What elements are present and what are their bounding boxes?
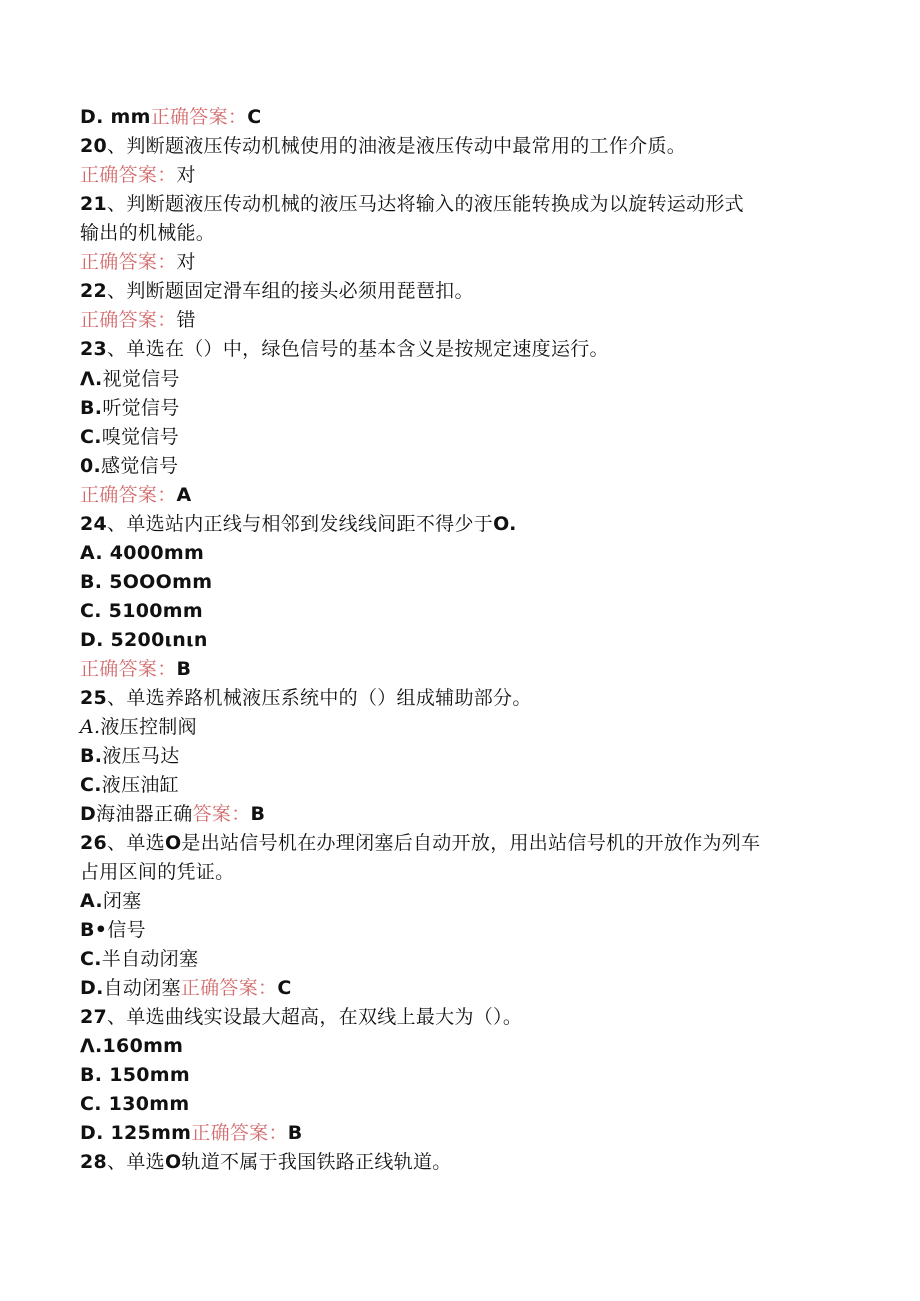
answer-value: 错 [176, 309, 196, 331]
option-text: 海油器正确 [96, 803, 193, 825]
answer-line [80, 307, 196, 333]
answer-value: B [287, 1122, 303, 1144]
question-text: 是出站信号机在办理闭塞后自动开放，用出站信号机的开放作为列车 [181, 832, 761, 854]
answer-label: 正确答案： [180, 977, 278, 999]
question-number: 22 [80, 280, 108, 302]
question-24 [80, 511, 517, 537]
answer-label: 正确答案： [80, 484, 177, 506]
question-text: 、判断题液压传动机械使用的油液是液压传动中最常用的工作介质。 [107, 135, 687, 157]
question-number: 25 [80, 687, 108, 709]
answer-value: C [277, 977, 292, 999]
question-22 [80, 278, 474, 304]
question-number: 28 [80, 1151, 108, 1173]
blank-placeholder: O. [493, 513, 517, 535]
option-letter: A. [80, 890, 103, 912]
option-text: D. 5200ιnιn [80, 629, 208, 651]
answer-label: 正确答案： [150, 106, 248, 128]
option-letter: A. [80, 716, 101, 738]
option-text: 液压马达 [102, 745, 180, 767]
question-text: 、判断题固定滑车组的接头必须用琵琶扣。 [107, 280, 474, 302]
answer-label: 正确答案： [80, 658, 177, 680]
option-line [80, 714, 197, 740]
option-line [80, 598, 203, 624]
answer-value: A [176, 484, 192, 506]
option-line [80, 540, 204, 566]
question-text: 、判断题液压传动机械的液压马达将输入的液压能转换成为以旋转运动形式 [107, 193, 744, 215]
answer-line [80, 162, 196, 188]
question-number: 23 [80, 338, 108, 360]
question-text: 轨道不属于我国铁路正线轨道。 [181, 1151, 452, 1173]
answer-value: 对 [176, 164, 196, 186]
answer-line [80, 249, 196, 275]
option-text: 嗅觉信号 [101, 426, 179, 448]
question-text-continued [80, 220, 215, 246]
option-line [80, 627, 208, 653]
answer-value: 对 [176, 251, 196, 273]
option-text: 自动闭塞 [103, 977, 181, 999]
option-line [80, 772, 179, 798]
option-line [80, 1091, 189, 1117]
option-letter: C. [80, 774, 102, 796]
option-text: B. 150mm [80, 1064, 190, 1086]
answer-value: B [176, 658, 192, 680]
option-letter: D. [80, 977, 104, 999]
answer-label: 正确答案： [191, 1122, 288, 1144]
option-line [80, 743, 180, 769]
question-25 [80, 685, 532, 711]
answer-label: 答案： [192, 803, 251, 825]
question-text: 、单选养路机械液压系统中的（）组成辅助部分。 [107, 687, 532, 709]
question-23 [80, 336, 609, 362]
question-text: 、单选曲线实设最大超高，在双线上最大为（）。 [107, 1006, 523, 1028]
option-letter: B. [80, 745, 103, 767]
answer-value: C [247, 106, 262, 128]
answer-label: 正确答案： [80, 251, 177, 273]
blank-placeholder: O [164, 1151, 182, 1173]
question-21 [80, 191, 744, 217]
option-text: 闭塞 [102, 890, 142, 912]
question-text: 、单选在（）中，绿色信号的基本含义是按规定速度运行。 [107, 338, 609, 360]
option-letter: D. mm [80, 106, 151, 128]
option-line [80, 975, 292, 1001]
option-letter: B• [80, 919, 108, 941]
question-number: 20 [80, 135, 108, 157]
option-letter: Λ. [80, 368, 103, 390]
answer-value: B [250, 803, 266, 825]
option-letter: 0. [80, 455, 102, 477]
option-letter: C. [80, 426, 102, 448]
answer-label: 正确答案： [80, 309, 177, 331]
option-letter: D [80, 803, 97, 825]
option-text: Λ.160mm [80, 1035, 184, 1057]
option-text: 半自动闭塞 [101, 948, 199, 970]
option-text: 听觉信号 [102, 397, 180, 419]
question-27 [80, 1004, 522, 1030]
question-text-continued [80, 859, 234, 885]
question-text: 、单选 [107, 832, 165, 854]
question-26 [80, 830, 760, 856]
option-text: D. 125mm [80, 1122, 192, 1144]
question-28 [80, 1149, 452, 1175]
option-line [80, 888, 141, 914]
option-text: 信号 [107, 919, 146, 941]
option-line [80, 366, 180, 392]
question-number: 26 [80, 832, 108, 854]
option-line [80, 1062, 190, 1088]
option-line [80, 453, 178, 479]
question-text: 输出的机械能。 [80, 222, 216, 244]
option-text: 感觉信号 [101, 455, 179, 477]
option-text: A. 4000mm [80, 542, 205, 564]
answer-line [80, 656, 191, 682]
option-line [80, 424, 179, 450]
question-text: 、单选 [107, 1151, 165, 1173]
question-number: 21 [80, 193, 108, 215]
option-line [80, 946, 198, 972]
question-number: 24 [80, 513, 108, 535]
option-line [80, 917, 146, 943]
answer-label: 正确答案： [80, 164, 177, 186]
option-text: B. 5OOOmm [80, 571, 213, 593]
option-line [80, 1033, 183, 1059]
option-text: C. 130mm [80, 1093, 190, 1115]
option-line [80, 104, 261, 130]
question-20 [80, 133, 686, 159]
option-line [80, 801, 265, 827]
option-letter: C. [80, 948, 102, 970]
option-text: 液压控制阀 [100, 716, 197, 738]
option-letter: B. [80, 397, 103, 419]
option-text: C. 5100mm [80, 600, 203, 622]
option-text: 液压油缸 [101, 774, 179, 796]
question-text: 、单选站内正线与相邻到发线线间距不得少于 [107, 513, 494, 535]
option-line [80, 1120, 303, 1146]
blank-placeholder: O [164, 832, 182, 854]
question-text: 占用区间的凭证。 [80, 861, 235, 883]
option-text: 视觉信号 [102, 368, 180, 390]
option-line [80, 395, 180, 421]
answer-line [80, 482, 192, 508]
option-line [80, 569, 212, 595]
question-number: 27 [80, 1006, 108, 1028]
